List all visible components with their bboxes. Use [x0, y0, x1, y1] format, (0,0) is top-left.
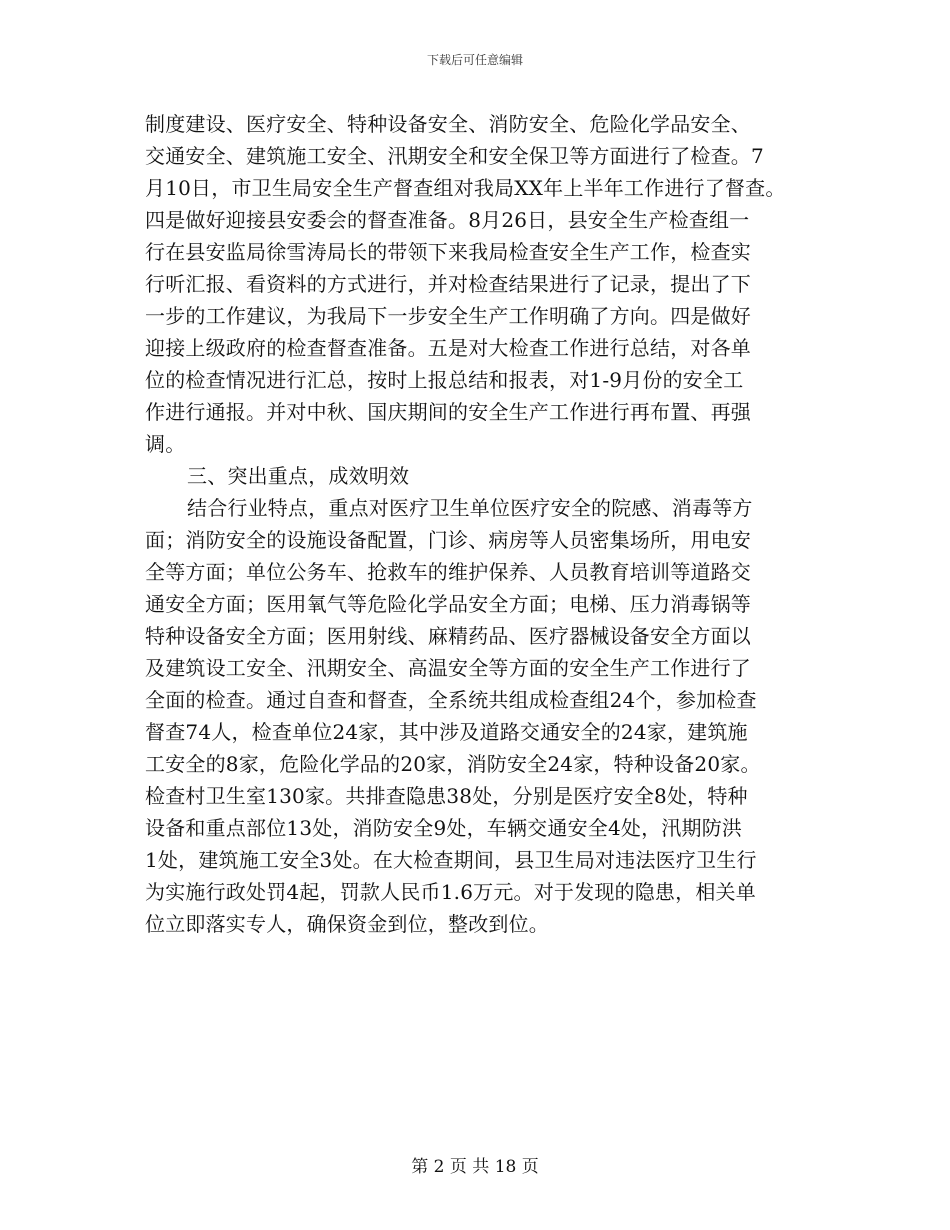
body-line: 通安全方面；医用氧气等危险化学品安全方面；电梯、压力消毒锅等 [145, 592, 751, 616]
page-number-footer: 第 2 页 共 18 页 [411, 1157, 539, 1177]
body-line: 月10日，市卫生局安全生产督查组对我局XX年上半年工作进行了督查。 [145, 176, 786, 200]
body-line: 工安全的8家，危险化学品的20家，消防安全24家，特种设备20家。 [145, 752, 761, 776]
body-line: 四是做好迎接县安委会的督查准备。8月26日，县安全生产检查组一 [145, 208, 750, 232]
paragraph-first-line: 结合行业特点，重点对医疗卫生单位医疗安全的院感、消毒等方 [187, 496, 753, 520]
body-line: 特种设备安全方面；医用射线、麻精药品、医疗器械设备安全方面以 [145, 624, 751, 648]
body-line: 行在县安监局徐雪涛局长的带领下来我局检查安全生产工作，检查实 [145, 240, 751, 264]
body-line: 位立即落实专人，确保资金到位，整改到位。 [145, 912, 549, 936]
document-body [145, 108, 835, 940]
body-line: 位的检查情况进行汇总，按时上报总结和报表，对1-9月份的安全工 [145, 368, 744, 392]
body-line: 作进行通报。并对中秋、国庆期间的安全生产工作进行再布置、再强 [145, 400, 751, 424]
body-line: 1处，建筑施工安全3处。在大检查期间，县卫生局对违法医疗卫生行 [145, 848, 757, 872]
section-heading: 三、突出重点，成效明效 [187, 464, 410, 488]
body-line: 调。 [145, 432, 186, 456]
body-line: 全面的检查。通过自查和督查，全系统共组成检查组24个，参加检查 [145, 688, 757, 712]
body-line: 一步的工作建议，为我局下一步安全生产工作明确了方向。四是做好 [145, 304, 751, 328]
body-line: 制度建设、医疗安全、特种设备安全、消防安全、危险化学品安全、 [145, 112, 751, 136]
body-line: 为实施行政处罚4起，罚款人民币1.6万元。对于发现的隐患，相关单 [145, 880, 756, 904]
body-line: 全等方面；单位公务车、抢救车的维护保养、人员教育培训等道路交 [145, 560, 751, 584]
body-line: 检查村卫生室130家。共排查隐患38处，分别是医疗安全8处，特种 [145, 784, 748, 808]
page-header-note: 下载后可任意编辑 [426, 53, 523, 67]
body-line: 设备和重点部位13处，消防安全9处，车辆交通安全4处，汛期防洪 [145, 816, 743, 840]
body-line: 督查74人，检查单位24家，其中涉及道路交通安全的24家，建筑施 [145, 720, 748, 744]
body-line: 迎接上级政府的检查督查准备。五是对大检查工作进行总结，对各单 [145, 336, 751, 360]
body-line: 及建筑设工安全、汛期安全、高温安全等方面的安全生产工作进行了 [145, 656, 751, 680]
body-line: 行听汇报、看资料的方式进行，并对检查结果进行了记录，提出了下 [145, 272, 751, 296]
body-line: 交通安全、建筑施工安全、汛期安全和安全保卫等方面进行了检查。7 [145, 144, 764, 168]
body-line: 面；消防安全的设施设备配置，门诊、病房等人员密集场所，用电安 [145, 528, 751, 552]
